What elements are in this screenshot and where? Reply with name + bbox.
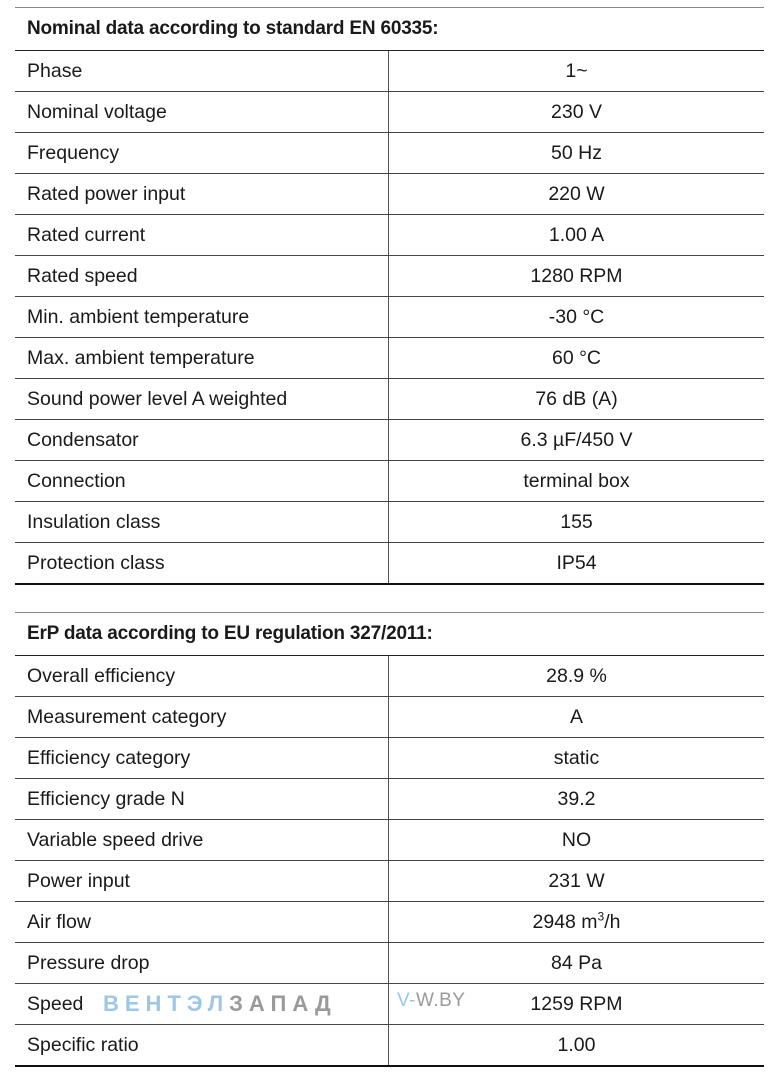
row-label: Pressure drop [15, 943, 389, 983]
row-label: Protection class [15, 543, 389, 583]
row-value: 231 W [548, 870, 605, 892]
table-row [15, 297, 764, 338]
row-label: Specific ratio [15, 1025, 389, 1065]
row-label: Rated power input [15, 174, 389, 214]
row-value: 1.00 [557, 1034, 596, 1056]
table-row [15, 133, 764, 174]
row-value: 6.3 µF/450 V [520, 429, 633, 451]
row-label: Variable speed drive [15, 820, 389, 860]
table-row [15, 656, 764, 697]
row-value: 1.00 A [548, 224, 605, 246]
row-label: Min. ambient temperature [15, 297, 389, 337]
nominal-data-title: Nominal data according to standard EN 60335: [15, 7, 764, 51]
erp-data-title: ErP data according to EU regulation 327/2011: [15, 612, 764, 656]
table-row [15, 420, 764, 461]
erp-data-table [15, 612, 764, 1067]
row-label-cell [15, 984, 389, 1024]
row-value: 28.9 % [546, 665, 607, 687]
row-value: 39.2 [557, 788, 596, 810]
row-label: Rated speed [15, 256, 389, 296]
row-label: Sound power level A weighted [15, 379, 389, 419]
air-flow-exponent: 3 [597, 909, 605, 924]
row-value: -30 °C [548, 306, 605, 328]
row-label: Measurement category [15, 697, 389, 737]
row-label: Max. ambient temperature [15, 338, 389, 378]
row-value [389, 902, 764, 942]
row-label: Rated current [15, 215, 389, 255]
table-row [15, 215, 764, 256]
row-label: Insulation class [15, 502, 389, 542]
air-flow-unit: /h [604, 911, 621, 933]
row-label: Nominal voltage [15, 92, 389, 132]
table-row [15, 943, 764, 984]
watermark-site-part1: V- [397, 990, 416, 1011]
row-value: static [553, 747, 600, 769]
table-row [15, 461, 764, 502]
row-value: terminal box [523, 470, 630, 492]
row-label: Efficiency category [15, 738, 389, 778]
row-value: 1280 RPM [530, 265, 623, 287]
row-label: Efficiency grade N [15, 779, 389, 819]
watermark-brand [103, 984, 337, 1024]
row-label: Overall efficiency [15, 656, 389, 696]
row-value: 50 Hz [551, 142, 602, 164]
table-row [15, 779, 764, 820]
row-value: 76 dB (A) [535, 388, 618, 410]
table-row [15, 379, 764, 420]
table-row [15, 697, 764, 738]
row-value: IP54 [556, 552, 597, 574]
row-value: 155 [560, 511, 593, 533]
row-value: 84 Pa [551, 952, 602, 974]
row-label: Power input [15, 861, 389, 901]
row-value: 1259 RPM [530, 993, 623, 1015]
row-value: NO [561, 829, 592, 851]
table-row [15, 984, 764, 1025]
table-row [15, 502, 764, 543]
row-value: 230 V [551, 101, 602, 123]
table-row [15, 92, 764, 133]
table-row [15, 543, 764, 585]
row-value: 1~ [565, 60, 588, 82]
row-label: Phase [15, 51, 389, 91]
row-label: Frequency [15, 133, 389, 173]
table-row [15, 738, 764, 779]
nominal-data-table [15, 7, 764, 585]
watermark-site [397, 981, 465, 1021]
row-value: 220 W [548, 183, 605, 205]
row-value: A [569, 706, 583, 728]
table-row [15, 256, 764, 297]
table-row [15, 861, 764, 902]
table-row [15, 174, 764, 215]
table-row [15, 902, 764, 943]
air-flow-value: 2948 m [532, 911, 598, 933]
watermark-brand-part2: ЗАПАД [229, 991, 337, 1016]
table-row [15, 1025, 764, 1067]
watermark-site-part2: W.BY [415, 990, 466, 1011]
row-label: Air flow [15, 902, 389, 942]
table-row [15, 338, 764, 379]
table-row [15, 51, 764, 92]
row-label: Condensator [15, 420, 389, 460]
row-label: Connection [15, 461, 389, 501]
watermark-brand-part1: ВЕНТЭЛ [103, 991, 230, 1016]
row-label: Speed [27, 993, 84, 1015]
row-value-cell [389, 984, 764, 1024]
row-value: 60 °C [552, 347, 601, 369]
table-row [15, 820, 764, 861]
